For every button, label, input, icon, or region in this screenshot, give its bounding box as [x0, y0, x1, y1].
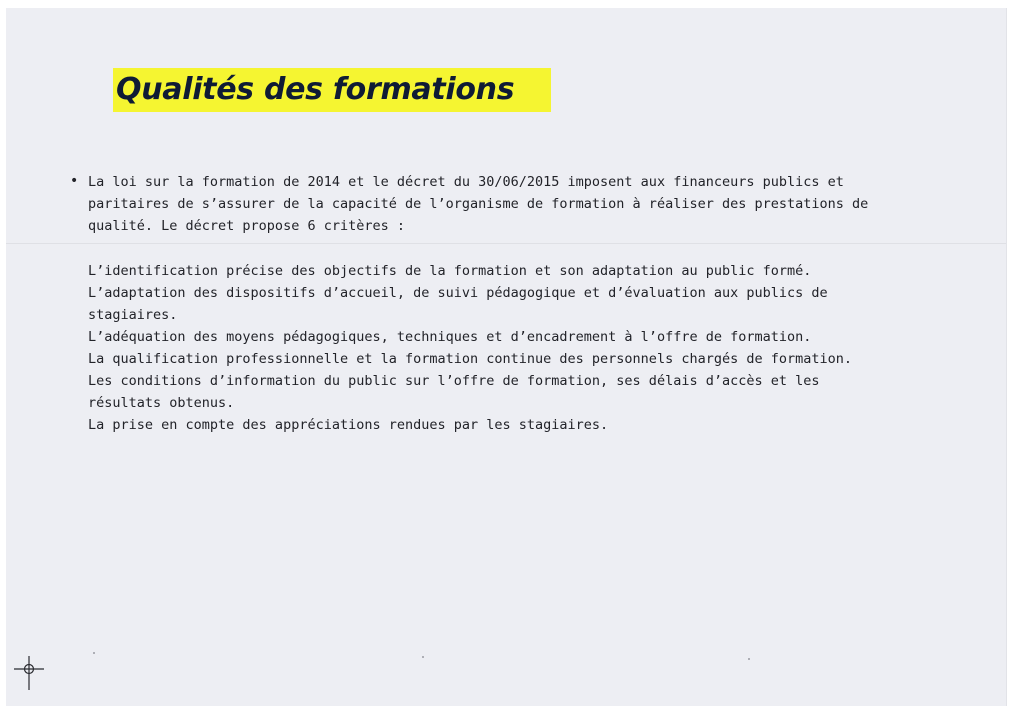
page-title: Qualités des formations — [113, 68, 551, 112]
scan-speck — [748, 658, 750, 660]
criteria-line: L’identification précise des objectifs de la formation et son adaptation au public formé. — [88, 263, 812, 279]
scan-artifact-line — [6, 243, 1006, 244]
intro-line: paritaires de s’assurer de la capacité de l’organisme de formation à réaliser des prestations de — [88, 196, 869, 212]
intro-line: qualité. Le décret propose 6 critères : — [88, 218, 405, 234]
criteria-line: La qualification professionnelle et la formation continue des personnels chargés de formation. — [88, 351, 853, 367]
criteria-line: L’adéquation des moyens pédagogiques, techniques et d’encadrement à l’offre de formation. — [88, 329, 812, 345]
bullet-marker: • — [70, 173, 79, 189]
intro-line: La loi sur la formation de 2014 et le décret du 30/06/2015 imposent aux financeurs publics et — [88, 174, 844, 190]
criteria-line: Les conditions d’information du public sur l’offre de formation, ses délais d’accès et les — [88, 373, 820, 389]
criteria-line: stagiaires. — [88, 307, 178, 323]
crosshair-icon — [14, 656, 44, 690]
criteria-line: La prise en compte des appréciations rendues par les stagiaires. — [88, 417, 609, 433]
criteria-list — [88, 260, 918, 436]
scan-speck — [93, 652, 95, 654]
criteria-line: L’adaptation des dispositifs d’accueil, de suivi pédagogique et d’évaluation aux publics de — [88, 285, 828, 301]
criteria-line: résultats obtenus. — [88, 395, 235, 411]
scan-speck — [422, 656, 424, 658]
intro-paragraph — [88, 171, 918, 237]
